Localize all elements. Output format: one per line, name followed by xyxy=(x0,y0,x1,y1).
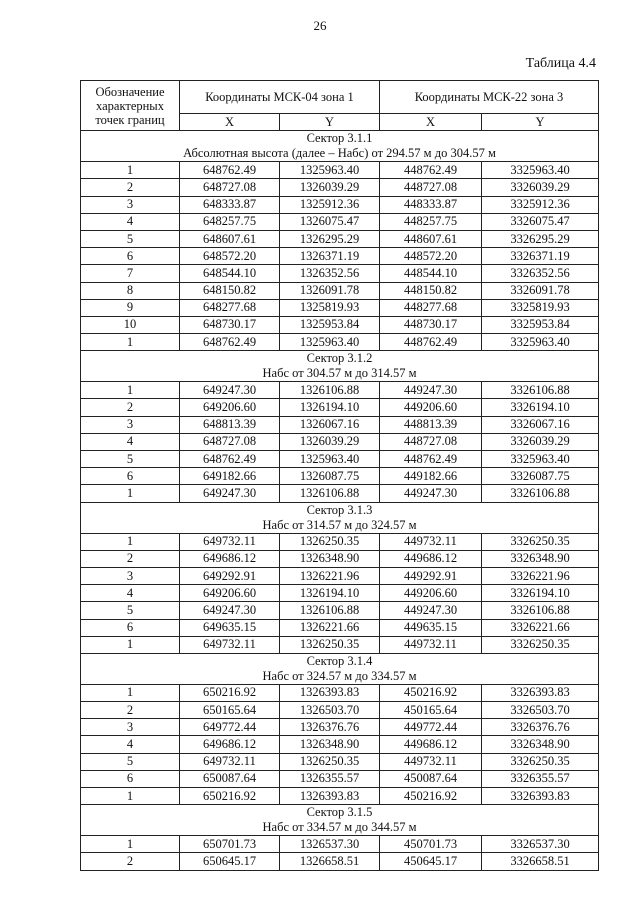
msk04-y-cell: 1326355.57 xyxy=(280,770,380,787)
msk22-y-cell: 3326250.35 xyxy=(482,533,599,550)
sector-height-range: Набс от 324.57 м до 334.57 м xyxy=(262,668,417,683)
msk22-x-cell: 449247.30 xyxy=(380,602,482,619)
msk04-zone1-header: Координаты МСК-04 зона 1 xyxy=(180,81,380,114)
msk22-y-cell: 3326075.47 xyxy=(482,213,599,230)
msk22-y-cell: 3326376.76 xyxy=(482,719,599,736)
msk22-x-cell: 448762.49 xyxy=(380,162,482,179)
msk22-y-cell: 3326091.78 xyxy=(482,282,599,299)
msk22-y-cell: 3326106.88 xyxy=(482,382,599,399)
sector-height-range: Набс от 334.57 м до 344.57 м xyxy=(262,820,417,835)
sector-title: Сектор 3.1.1 xyxy=(306,131,373,146)
msk04-y-cell: 1326106.88 xyxy=(280,382,380,399)
msk04-y-cell: 1326067.16 xyxy=(280,416,380,433)
msk22-x-cell: 448257.75 xyxy=(380,213,482,230)
msk04-y-cell: 1326106.88 xyxy=(280,485,380,502)
point-number-cell: 6 xyxy=(81,770,180,787)
msk22-y-cell: 3326250.35 xyxy=(482,753,599,770)
sector-header xyxy=(81,653,599,684)
msk04-x-cell: 648762.49 xyxy=(180,334,280,351)
msk04-y-cell: 1326658.51 xyxy=(280,853,380,870)
msk22-x-cell: 449772.44 xyxy=(380,719,482,736)
table-row xyxy=(81,788,599,805)
table-header xyxy=(81,81,599,131)
msk04-y-cell: 1326221.66 xyxy=(280,619,380,636)
msk04-x-cell: 649732.11 xyxy=(180,533,280,550)
point-number-cell: 2 xyxy=(81,399,180,416)
boundary-points-header: Обозначение характерных точек границ xyxy=(81,81,180,131)
msk04-y-cell: 1326250.35 xyxy=(280,753,380,770)
msk04-y-cell: 1326194.10 xyxy=(280,585,380,602)
msk04-x-cell: 649182.66 xyxy=(180,468,280,485)
msk22-y-cell: 3326295.29 xyxy=(482,230,599,247)
msk04-y-cell: 1326393.83 xyxy=(280,684,380,701)
table-row xyxy=(81,619,599,636)
point-number-cell: 5 xyxy=(81,230,180,247)
msk22-y-cell: 3325912.36 xyxy=(482,196,599,213)
msk22-x-cell: 449732.11 xyxy=(380,636,482,653)
msk04-x-cell: 650165.64 xyxy=(180,702,280,719)
msk04-x-header: X xyxy=(180,114,280,131)
msk22-y-cell: 3326658.51 xyxy=(482,853,599,870)
msk04-y-cell: 1325963.40 xyxy=(280,451,380,468)
table-row xyxy=(81,416,599,433)
table-body xyxy=(81,131,599,870)
sector-height-range: Набс от 304.57 м до 314.57 м xyxy=(262,366,417,381)
msk22-y-cell: 3326106.88 xyxy=(482,602,599,619)
msk22-y-cell: 3326194.10 xyxy=(482,399,599,416)
table-row xyxy=(81,684,599,701)
sector-header xyxy=(81,805,599,836)
msk04-y-cell: 1326393.83 xyxy=(280,788,380,805)
msk22-x-cell: 449206.60 xyxy=(380,399,482,416)
msk04-y-cell: 1326106.88 xyxy=(280,602,380,619)
sector-header xyxy=(81,131,599,162)
msk04-x-cell: 650701.73 xyxy=(180,836,280,853)
table-row xyxy=(81,736,599,753)
point-number-cell: 5 xyxy=(81,753,180,770)
point-number-cell: 4 xyxy=(81,213,180,230)
table-row xyxy=(81,399,599,416)
msk04-y-cell: 1326091.78 xyxy=(280,282,380,299)
msk22-x-cell: 448544.10 xyxy=(380,265,482,282)
msk22-x-cell: 449206.60 xyxy=(380,585,482,602)
msk22-x-cell: 450087.64 xyxy=(380,770,482,787)
table-row xyxy=(81,602,599,619)
table-row xyxy=(81,702,599,719)
sector-height-range: Абсолютная высота (далее – Набс) от 294.57 м до 304.57 м xyxy=(183,146,496,161)
point-number-cell: 4 xyxy=(81,585,180,602)
point-number-cell: 1 xyxy=(81,636,180,653)
msk22-y-cell: 3326503.70 xyxy=(482,702,599,719)
sector-header-row xyxy=(81,805,599,836)
msk04-x-cell: 648150.82 xyxy=(180,282,280,299)
sector-header xyxy=(81,351,599,382)
msk22-x-cell: 448727.08 xyxy=(380,179,482,196)
msk04-x-cell: 650645.17 xyxy=(180,853,280,870)
table-row xyxy=(81,451,599,468)
msk04-x-cell: 649732.11 xyxy=(180,753,280,770)
msk22-x-cell: 448572.20 xyxy=(380,248,482,265)
msk22-y-cell: 3325963.40 xyxy=(482,162,599,179)
msk04-x-cell: 650216.92 xyxy=(180,684,280,701)
msk22-x-cell: 449247.30 xyxy=(380,382,482,399)
sector-title: Сектор 3.1.4 xyxy=(306,653,373,668)
table-row xyxy=(81,468,599,485)
msk22-x-cell: 450216.92 xyxy=(380,684,482,701)
msk22-y-cell: 3326355.57 xyxy=(482,770,599,787)
msk04-y-cell: 1326194.10 xyxy=(280,399,380,416)
msk04-y-cell: 1326295.29 xyxy=(280,230,380,247)
msk22-x-cell: 449182.66 xyxy=(380,468,482,485)
point-number-cell: 3 xyxy=(81,567,180,584)
msk04-y-header: Y xyxy=(280,114,380,131)
msk22-zone3-header: Координаты МСК-22 зона 3 xyxy=(380,81,599,114)
point-number-cell: 3 xyxy=(81,196,180,213)
msk04-x-cell: 648257.75 xyxy=(180,213,280,230)
msk04-y-cell: 1325953.84 xyxy=(280,316,380,333)
point-number-cell: 5 xyxy=(81,451,180,468)
msk22-y-cell: 3326393.83 xyxy=(482,684,599,701)
msk22-x-cell: 448762.49 xyxy=(380,451,482,468)
table-row xyxy=(81,567,599,584)
msk22-y-cell: 3326250.35 xyxy=(482,636,599,653)
msk22-y-cell: 3326067.16 xyxy=(482,416,599,433)
table-row xyxy=(81,719,599,736)
point-number-cell: 2 xyxy=(81,853,180,870)
msk22-x-cell: 449732.11 xyxy=(380,753,482,770)
msk04-y-cell: 1326537.30 xyxy=(280,836,380,853)
msk22-x-cell: 448813.39 xyxy=(380,416,482,433)
msk04-y-cell: 1326039.29 xyxy=(280,179,380,196)
table-row xyxy=(81,836,599,853)
msk22-x-cell: 449732.11 xyxy=(380,533,482,550)
msk04-x-cell: 650216.92 xyxy=(180,788,280,805)
sector-header-row xyxy=(81,653,599,684)
msk22-x-cell: 448333.87 xyxy=(380,196,482,213)
msk22-x-cell: 448727.08 xyxy=(380,433,482,450)
msk04-y-cell: 1326250.35 xyxy=(280,636,380,653)
msk22-y-cell: 3326348.90 xyxy=(482,550,599,567)
msk04-y-cell: 1325819.93 xyxy=(280,299,380,316)
point-number-cell: 5 xyxy=(81,602,180,619)
msk04-x-cell: 648277.68 xyxy=(180,299,280,316)
point-number-cell: 1 xyxy=(81,684,180,701)
table-row xyxy=(81,282,599,299)
msk04-x-cell: 648813.39 xyxy=(180,416,280,433)
point-number-cell: 10 xyxy=(81,316,180,333)
point-number-cell: 6 xyxy=(81,468,180,485)
page-number: 26 xyxy=(313,18,327,33)
table-row xyxy=(81,196,599,213)
msk04-x-cell: 648333.87 xyxy=(180,196,280,213)
msk22-x-cell: 449292.91 xyxy=(380,567,482,584)
point-number-cell: 8 xyxy=(81,282,180,299)
msk22-y-cell: 3325963.40 xyxy=(482,451,599,468)
msk04-y-cell: 1326376.76 xyxy=(280,719,380,736)
msk04-y-cell: 1326348.90 xyxy=(280,736,380,753)
point-number-cell: 3 xyxy=(81,719,180,736)
msk04-x-cell: 649772.44 xyxy=(180,719,280,736)
msk04-y-cell: 1326503.70 xyxy=(280,702,380,719)
msk04-x-cell: 649247.30 xyxy=(180,485,280,502)
msk22-y-cell: 3326348.90 xyxy=(482,736,599,753)
msk22-x-cell: 448762.49 xyxy=(380,334,482,351)
msk04-y-cell: 1326348.90 xyxy=(280,550,380,567)
msk22-y-cell: 3325963.40 xyxy=(482,334,599,351)
msk04-x-cell: 648544.10 xyxy=(180,265,280,282)
point-number-cell: 6 xyxy=(81,619,180,636)
point-number-cell: 6 xyxy=(81,248,180,265)
sector-title: Сектор 3.1.2 xyxy=(306,351,373,366)
msk04-x-cell: 649732.11 xyxy=(180,636,280,653)
msk04-x-cell: 649247.30 xyxy=(180,602,280,619)
table-row xyxy=(81,585,599,602)
table-row xyxy=(81,299,599,316)
sector-header xyxy=(81,502,599,533)
table-row xyxy=(81,230,599,247)
msk22-y-cell: 3326039.29 xyxy=(482,179,599,196)
table-row xyxy=(81,248,599,265)
table-row xyxy=(81,853,599,870)
point-number-cell: 1 xyxy=(81,485,180,502)
msk04-x-cell: 649247.30 xyxy=(180,382,280,399)
point-number-cell: 9 xyxy=(81,299,180,316)
table-row xyxy=(81,213,599,230)
msk22-y-cell: 3326106.88 xyxy=(482,485,599,502)
table-row xyxy=(81,334,599,351)
msk22-y-cell: 3326194.10 xyxy=(482,585,599,602)
sector-header-row xyxy=(81,502,599,533)
point-number-cell: 1 xyxy=(81,788,180,805)
msk04-x-cell: 648727.08 xyxy=(180,433,280,450)
sector-title: Сектор 3.1.3 xyxy=(306,502,373,517)
sector-header-row xyxy=(81,131,599,162)
msk22-y-cell: 3325819.93 xyxy=(482,299,599,316)
msk04-y-cell: 1326221.96 xyxy=(280,567,380,584)
point-number-cell: 1 xyxy=(81,533,180,550)
msk22-x-cell: 449247.30 xyxy=(380,485,482,502)
table-row xyxy=(81,433,599,450)
table-row xyxy=(81,316,599,333)
point-number-cell: 3 xyxy=(81,416,180,433)
msk22-x-cell: 448607.61 xyxy=(380,230,482,247)
msk04-y-cell: 1326075.47 xyxy=(280,213,380,230)
msk04-x-cell: 649686.12 xyxy=(180,736,280,753)
table-row xyxy=(81,265,599,282)
msk04-x-cell: 649686.12 xyxy=(180,550,280,567)
msk22-y-cell: 3326087.75 xyxy=(482,468,599,485)
msk22-x-cell: 450216.92 xyxy=(380,788,482,805)
msk04-x-cell: 649206.60 xyxy=(180,585,280,602)
msk22-y-cell: 3326352.56 xyxy=(482,265,599,282)
table-row xyxy=(81,533,599,550)
msk22-y-cell: 3326221.66 xyxy=(482,619,599,636)
msk04-x-cell: 648607.61 xyxy=(180,230,280,247)
msk22-x-cell: 450645.17 xyxy=(380,853,482,870)
msk22-y-cell: 3326221.96 xyxy=(482,567,599,584)
msk04-y-cell: 1325912.36 xyxy=(280,196,380,213)
msk04-y-cell: 1325963.40 xyxy=(280,162,380,179)
point-number-cell: 2 xyxy=(81,702,180,719)
msk04-x-cell: 648762.49 xyxy=(180,162,280,179)
msk04-x-cell: 648572.20 xyxy=(180,248,280,265)
table-caption: Таблица 4.4 xyxy=(525,56,596,71)
msk22-x-header: X xyxy=(380,114,482,131)
point-number-cell: 1 xyxy=(81,334,180,351)
point-number-cell: 4 xyxy=(81,433,180,450)
msk22-x-cell: 448730.17 xyxy=(380,316,482,333)
point-number-cell: 4 xyxy=(81,736,180,753)
msk04-y-cell: 1325963.40 xyxy=(280,334,380,351)
msk22-y-cell: 3326371.19 xyxy=(482,248,599,265)
msk22-x-cell: 450165.64 xyxy=(380,702,482,719)
point-number-cell: 7 xyxy=(81,265,180,282)
table-row xyxy=(81,770,599,787)
table-row xyxy=(81,162,599,179)
msk04-y-cell: 1326087.75 xyxy=(280,468,380,485)
msk04-x-cell: 648730.17 xyxy=(180,316,280,333)
table-row xyxy=(81,753,599,770)
msk04-x-cell: 648762.49 xyxy=(180,451,280,468)
msk22-x-cell: 450701.73 xyxy=(380,836,482,853)
msk04-y-cell: 1326250.35 xyxy=(280,533,380,550)
table-row xyxy=(81,485,599,502)
msk04-y-cell: 1326352.56 xyxy=(280,265,380,282)
msk22-y-cell: 3326537.30 xyxy=(482,836,599,853)
point-number-cell: 2 xyxy=(81,550,180,567)
msk04-x-cell: 649206.60 xyxy=(180,399,280,416)
point-number-cell: 1 xyxy=(81,382,180,399)
msk22-y-cell: 3325953.84 xyxy=(482,316,599,333)
table-row xyxy=(81,550,599,567)
table-row xyxy=(81,179,599,196)
msk22-x-cell: 448277.68 xyxy=(380,299,482,316)
sector-header-row xyxy=(81,351,599,382)
msk04-x-cell: 650087.64 xyxy=(180,770,280,787)
point-number-cell: 2 xyxy=(81,179,180,196)
msk22-y-cell: 3326039.29 xyxy=(482,433,599,450)
sector-height-range: Набс от 314.57 м до 324.57 м xyxy=(262,517,417,532)
msk22-x-cell: 448150.82 xyxy=(380,282,482,299)
msk22-y-header: Y xyxy=(482,114,599,131)
coordinates-table xyxy=(80,80,599,871)
msk04-y-cell: 1326371.19 xyxy=(280,248,380,265)
point-number-cell: 1 xyxy=(81,162,180,179)
msk04-y-cell: 1326039.29 xyxy=(280,433,380,450)
msk22-x-cell: 449635.15 xyxy=(380,619,482,636)
msk22-x-cell: 449686.12 xyxy=(380,736,482,753)
msk04-x-cell: 649292.91 xyxy=(180,567,280,584)
msk04-x-cell: 648727.08 xyxy=(180,179,280,196)
msk04-x-cell: 649635.15 xyxy=(180,619,280,636)
table-row xyxy=(81,636,599,653)
table-row xyxy=(81,382,599,399)
sector-title: Сектор 3.1.5 xyxy=(306,805,373,820)
msk22-x-cell: 449686.12 xyxy=(380,550,482,567)
point-number-cell: 1 xyxy=(81,836,180,853)
msk22-y-cell: 3326393.83 xyxy=(482,788,599,805)
